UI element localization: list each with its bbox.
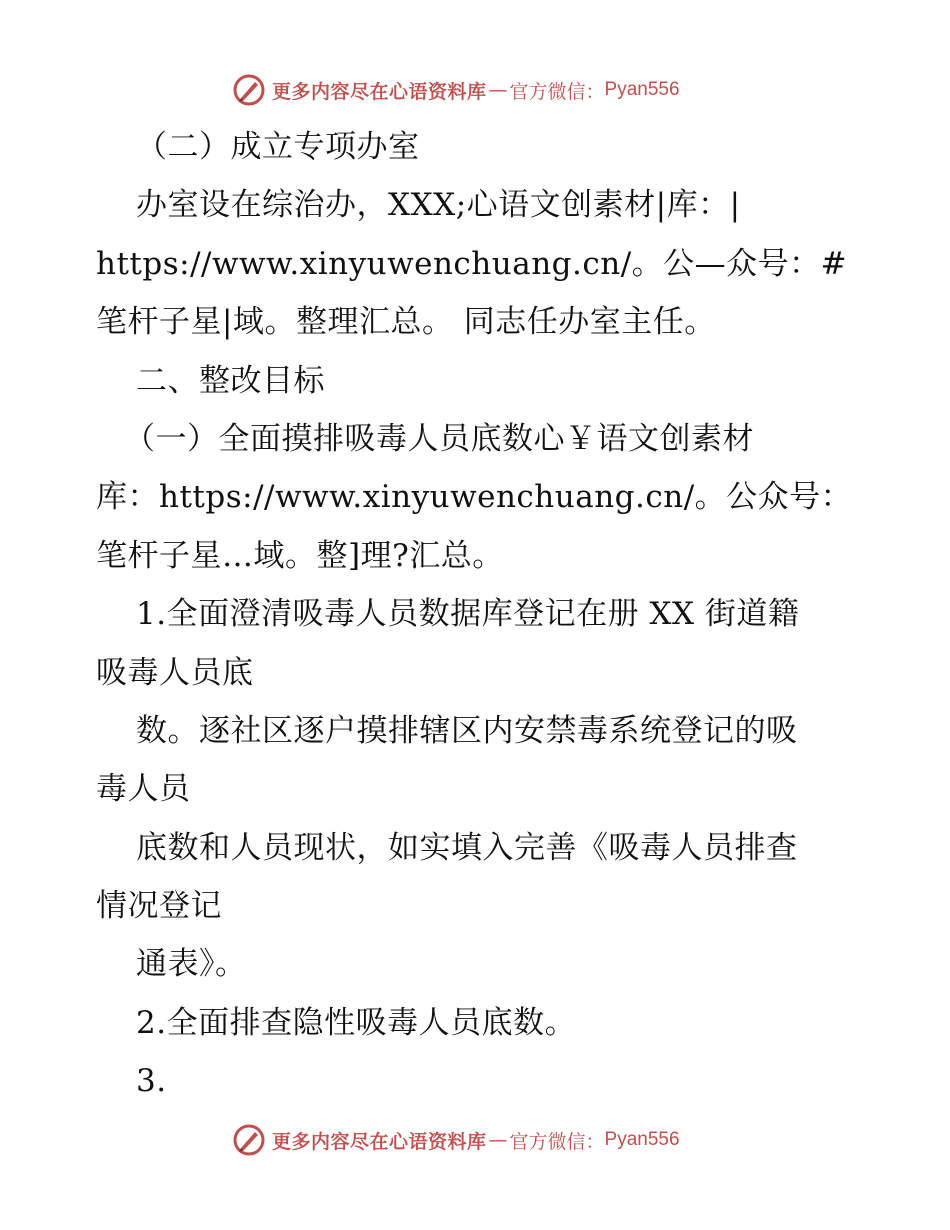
promo-text: 更多内容尽在心语资料库 xyxy=(272,80,487,103)
body-line: 笔杆子星…域。整]理?汇总。 xyxy=(96,537,504,574)
document-body xyxy=(96,118,856,1111)
body-line: 办室设在综治办，XXX;心语文创素材|库：| xyxy=(136,187,741,224)
body-line: 通表》。 xyxy=(136,946,247,983)
list-item-2: 2.全面排查隐性吸毒人员底数。 xyxy=(136,1004,577,1041)
wechat-id: Pyan556 xyxy=(604,79,680,100)
body-line: 吸毒人员底 xyxy=(96,654,254,691)
promo-dash: — xyxy=(488,1129,508,1151)
section-heading-goals: 二、整改目标 xyxy=(136,362,325,399)
header-watermark xyxy=(232,70,680,110)
body-line: 情况登记 xyxy=(96,888,222,925)
pen-logo-icon xyxy=(232,1123,266,1157)
section-heading-2: （二）成立专项办室 xyxy=(136,129,420,165)
promo-text: 更多内容尽在心语资料库 xyxy=(272,1130,487,1153)
body-line: https://www.xinyuwenchuang.cn/。公—众号：# xyxy=(96,245,848,282)
pen-logo-icon xyxy=(232,73,266,107)
wechat-label: 官方微信： xyxy=(509,1130,605,1153)
body-line: 底数和人员现状，如实填入完善《吸毒人员排查 xyxy=(136,829,798,866)
body-line: 数。逐社区逐户摸排辖区内安禁毒系统登记的吸 xyxy=(136,712,798,749)
promo-dash: — xyxy=(488,79,508,101)
list-item-1: 1.全面澄清吸毒人员数据库登记在册 XX 街道籍 xyxy=(136,596,800,633)
body-line: 笔杆子星|域。整理汇总。 同志任办室主任。 xyxy=(96,304,716,341)
body-line: 毒人员 xyxy=(96,771,191,808)
wechat-label: 官方微信： xyxy=(509,80,605,103)
body-line: 库：https://www.xinyuwenchuang.cn/。公众号： xyxy=(96,479,853,516)
subsection-heading-1: （一）全面摸排吸毒人员底数心￥语文创素材 xyxy=(124,420,754,457)
footer-watermark xyxy=(232,1120,680,1160)
wechat-id: Pyan556 xyxy=(604,1129,680,1150)
list-item-3: 3. xyxy=(136,1063,167,1100)
